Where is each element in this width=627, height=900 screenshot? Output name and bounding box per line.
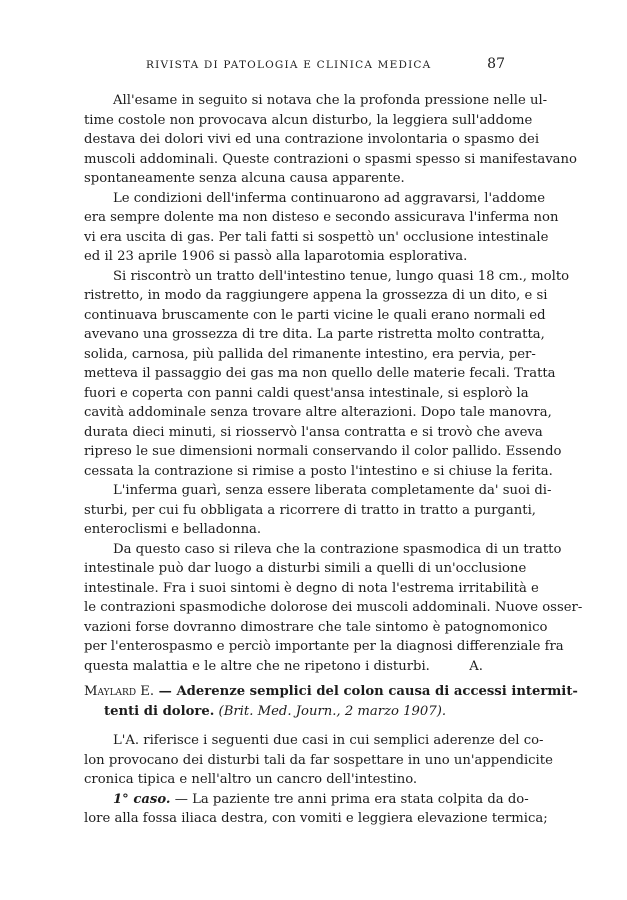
- text-line: [84, 403, 552, 423]
- text-line: [84, 637, 564, 657]
- article-source: (Brit. Med. Journ., 2 marzo 1907).: [218, 703, 447, 719]
- line-text: time costole non provocava alcun disturbo, la leggiera sull'addome: [84, 112, 533, 128]
- case-line-1: [84, 790, 529, 810]
- page-body: [84, 91, 583, 829]
- journal-title: RIVISTA DI PATOLOGIA E CLINICA MEDICA: [146, 59, 432, 71]
- case-text-1: — La paziente tre anni prima era stata colpita da do-: [170, 791, 529, 807]
- article-title-line1: Aderenze semplici del colon causa di accessi intermit-: [176, 684, 578, 699]
- text-line: [84, 423, 543, 443]
- line-text: Le condizioni dell'inferma continuarono ad aggravarsi, l'addome: [113, 190, 546, 206]
- line-text: muscoli addominali. Queste contrazioni o spasmi spesso si manifestavano: [84, 151, 577, 167]
- text-line: [84, 325, 545, 345]
- text-line: [84, 111, 533, 131]
- line-text: L'A. riferisce i seguenti due casi in cui semplici aderenze del co-: [113, 733, 544, 748]
- text-line: [84, 247, 505, 267]
- line-text: ed il 23 aprile 1906 si passò alla laparotomia esplorativa.: [84, 249, 468, 264]
- text-line: [84, 306, 546, 326]
- line-text: L'inferma guarì, senza essere liberata completamente da' suoi di-: [113, 483, 552, 498]
- text-line: [84, 731, 544, 751]
- text-line: [84, 228, 549, 248]
- line-text: era sempre dolente ma non disteso e secondo assicurava l'inferma non: [84, 210, 559, 225]
- line-text: sturbi, per cui fu obbligata a ricorrere di tratto in tratto a purganti,: [84, 502, 536, 518]
- text-line: [84, 770, 505, 790]
- line-text: All'esame in seguito si notava che la profonda pressione nelle ul-: [113, 93, 548, 108]
- author-signature: A.: [469, 658, 483, 674]
- line-text: le contrazioni spasmodiche dolorose dei muscoli addominali. Nuove osser-: [84, 600, 583, 615]
- text-line: [84, 130, 540, 150]
- article-title-line2: tenti di dolore.: [104, 703, 215, 719]
- line-text: destava dei dolori vivi ed una contrazione involontaria o spasmo dei: [84, 132, 540, 147]
- text-line: [84, 540, 562, 560]
- line-text: metteva il passaggio dei gas ma non quello delle materie fecali. Tratta: [84, 366, 556, 381]
- line-text: per l'enterospasmo e perciò importante per la diagnosi differenziale fra: [84, 639, 564, 654]
- text-line: [84, 501, 536, 521]
- line-text: Da questo caso si rileva che la contrazione spasmodica di un tratto: [113, 541, 562, 557]
- line-text: vazioni forse dovranno dimostrare che tale sintomo è patognomonico: [84, 619, 548, 635]
- line-text: enteroclismi e belladonna.: [84, 522, 262, 537]
- text-line: [84, 267, 570, 287]
- line-text: fuori e coperta con panni caldi quest'ansa intestinale, si esplorò la: [84, 385, 529, 401]
- text-line: [84, 169, 505, 189]
- text-line: [84, 286, 548, 306]
- text-line: [84, 462, 553, 482]
- text-line: [84, 345, 536, 365]
- review-text: [84, 91, 583, 676]
- line-text: cessata la contrazione si rimise a posto l'intestino e si chiuse la ferita.: [84, 463, 553, 479]
- text-line: [84, 481, 552, 501]
- text-line: [84, 150, 577, 170]
- line-text: lon provocano dei disturbi tali da far sospettare in uno un'appendicite: [84, 752, 553, 768]
- page-number: 87: [487, 56, 505, 72]
- running-header: [84, 56, 505, 77]
- text-line: [84, 208, 559, 228]
- case-label: 1° caso.: [113, 791, 171, 807]
- text-line: [84, 384, 529, 404]
- line-text: vi era uscita di gas. Per tali fatti si sospettò un' occlusione intestinale: [84, 229, 549, 245]
- line-text: questa malattia e le altre che ne ripetono i disturbi.: [84, 658, 430, 674]
- line-text: intestinale può dar luogo a disturbi simili a quelli di un'occlusione: [84, 561, 527, 576]
- line-text: continuava bruscamente con le parti vicine le quali erano normali ed: [84, 307, 546, 323]
- heading-dash: —: [154, 684, 177, 699]
- article-heading: [84, 682, 578, 721]
- line-text: avevano una grossezza di tre dita. La parte ristretta molto contratta,: [84, 327, 545, 342]
- line-text: ripreso le sue dimensioni normali conservando il color pallido. Essendo: [84, 444, 562, 459]
- text-line: [84, 598, 583, 618]
- text-line: [84, 559, 527, 579]
- line-text: durata dieci minuti, si riosservò l'ansa contratta e si trovò che aveva: [84, 424, 543, 440]
- article-author: Maylard E.: [84, 684, 155, 699]
- text-line: [84, 364, 556, 384]
- text-line: [84, 442, 562, 462]
- text-line: [84, 189, 546, 209]
- line-text: cronica tipica e nell'altro un cancro dell'intestino.: [84, 772, 418, 787]
- line-text: cavità addominale senza trovare altre alterazioni. Dopo tale manovra,: [84, 405, 552, 420]
- text-line: [84, 520, 505, 540]
- line-text: Si riscontrò un tratto dell'intestino tenue, lungo quasi 18 cm., molto: [113, 268, 570, 284]
- text-line: [84, 618, 548, 638]
- line-text: spontaneamente senza alcuna causa apparente.: [84, 171, 405, 186]
- line-text: intestinale. Fra i suoi sintomi è degno di nota l'estrema irritabilità e: [84, 580, 539, 596]
- line-text: ristretto, in modo da raggiungere appena la grossezza di un dito, e si: [84, 288, 548, 303]
- text-line: [84, 751, 553, 771]
- text-line: [84, 579, 539, 599]
- line-text: solida, carnosa, più pallida del rimanente intestino, era pervia, per-: [84, 346, 536, 362]
- case-line-2: lore alla fossa iliaca destra, con vomiti e leggiera elevazione termica;: [84, 811, 548, 826]
- text-line: [84, 657, 505, 677]
- article-text: [84, 731, 553, 790]
- text-line: [84, 91, 548, 111]
